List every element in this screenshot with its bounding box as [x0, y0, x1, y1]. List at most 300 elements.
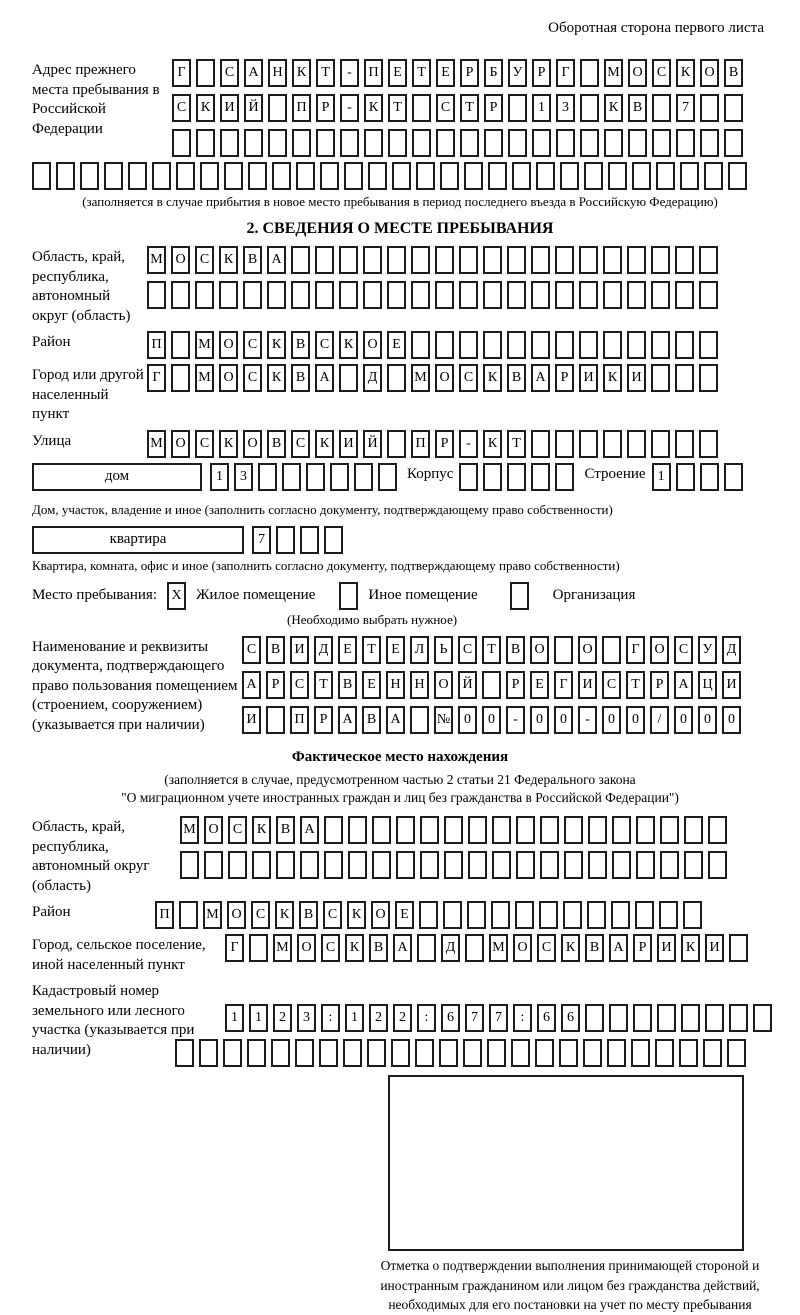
char-box[interactable]: [675, 430, 694, 458]
char-box[interactable]: К: [483, 430, 502, 458]
char-box[interactable]: 2: [369, 1004, 388, 1032]
char-box[interactable]: [320, 162, 339, 190]
char-box[interactable]: 7: [465, 1004, 484, 1032]
char-box[interactable]: К: [252, 816, 271, 844]
char-box[interactable]: [675, 281, 694, 309]
char-box[interactable]: Р: [532, 59, 551, 87]
char-box[interactable]: [699, 281, 718, 309]
char-box[interactable]: [348, 816, 367, 844]
char-box[interactable]: У: [508, 59, 527, 87]
char-box[interactable]: [492, 851, 511, 879]
char-box[interactable]: [411, 281, 430, 309]
char-box[interactable]: [579, 281, 598, 309]
char-box[interactable]: [180, 851, 199, 879]
char-box[interactable]: [176, 162, 195, 190]
char-box[interactable]: [675, 246, 694, 274]
char-box[interactable]: [492, 816, 511, 844]
char-box[interactable]: [705, 1004, 724, 1032]
char-box[interactable]: [699, 430, 718, 458]
char-box[interactable]: О: [530, 636, 549, 664]
char-box[interactable]: В: [266, 636, 285, 664]
char-box[interactable]: [656, 162, 675, 190]
char-box[interactable]: О: [171, 246, 190, 274]
char-box[interactable]: [675, 331, 694, 359]
char-box[interactable]: [243, 281, 262, 309]
char-box[interactable]: О: [227, 901, 246, 929]
char-box[interactable]: [556, 129, 575, 157]
char-box[interactable]: [412, 94, 431, 122]
char-box[interactable]: [152, 162, 171, 190]
char-box[interactable]: [508, 129, 527, 157]
char-box[interactable]: С: [537, 934, 556, 962]
char-box[interactable]: Н: [268, 59, 287, 87]
char-box[interactable]: Т: [412, 59, 431, 87]
char-box[interactable]: [420, 816, 439, 844]
char-box[interactable]: К: [275, 901, 294, 929]
char-box[interactable]: В: [628, 94, 647, 122]
char-box[interactable]: С: [195, 246, 214, 274]
char-box[interactable]: П: [290, 706, 309, 734]
char-box[interactable]: [651, 364, 670, 392]
char-box[interactable]: [651, 430, 670, 458]
char-box[interactable]: Р: [555, 364, 574, 392]
char-box[interactable]: Е: [362, 671, 381, 699]
char-box[interactable]: О: [243, 430, 262, 458]
char-box[interactable]: Й: [244, 94, 263, 122]
char-box[interactable]: К: [345, 934, 364, 962]
char-box[interactable]: [199, 1039, 218, 1067]
char-box[interactable]: [603, 281, 622, 309]
char-box[interactable]: Т: [314, 671, 333, 699]
char-box[interactable]: [728, 162, 747, 190]
char-box[interactable]: [467, 901, 486, 929]
char-box[interactable]: С: [172, 94, 191, 122]
char-box[interactable]: [444, 851, 463, 879]
char-box[interactable]: 0: [626, 706, 645, 734]
char-box[interactable]: [223, 1039, 242, 1067]
char-box[interactable]: [483, 281, 502, 309]
char-box[interactable]: [295, 1039, 314, 1067]
char-box[interactable]: [364, 129, 383, 157]
checkbox-residential[interactable]: X: [167, 582, 186, 610]
char-box[interactable]: 1: [345, 1004, 364, 1032]
char-box[interactable]: [272, 162, 291, 190]
char-box[interactable]: О: [219, 364, 238, 392]
char-box[interactable]: [282, 463, 301, 491]
char-box[interactable]: О: [204, 816, 223, 844]
char-box[interactable]: [392, 162, 411, 190]
char-box[interactable]: [348, 851, 367, 879]
char-box[interactable]: С: [652, 59, 671, 87]
char-box[interactable]: [585, 1004, 604, 1032]
char-box[interactable]: [703, 1039, 722, 1067]
char-box[interactable]: /: [650, 706, 669, 734]
char-box[interactable]: [372, 816, 391, 844]
char-box[interactable]: И: [220, 94, 239, 122]
char-box[interactable]: [488, 162, 507, 190]
char-box[interactable]: С: [436, 94, 455, 122]
char-box[interactable]: [483, 331, 502, 359]
char-box[interactable]: В: [291, 364, 310, 392]
char-box[interactable]: [660, 816, 679, 844]
char-box[interactable]: О: [297, 934, 316, 962]
char-box[interactable]: В: [267, 430, 286, 458]
char-box[interactable]: [612, 816, 631, 844]
char-box[interactable]: Д: [314, 636, 333, 664]
char-box[interactable]: К: [339, 331, 358, 359]
char-box[interactable]: Г: [556, 59, 575, 87]
char-box[interactable]: Е: [436, 59, 455, 87]
char-box[interactable]: [411, 331, 430, 359]
char-box[interactable]: [555, 281, 574, 309]
char-box[interactable]: [631, 1039, 650, 1067]
char-box[interactable]: 0: [698, 706, 717, 734]
char-box[interactable]: Г: [147, 364, 166, 392]
char-box[interactable]: Т: [482, 636, 501, 664]
char-box[interactable]: Г: [626, 636, 645, 664]
char-box[interactable]: [531, 430, 550, 458]
char-box[interactable]: С: [321, 934, 340, 962]
char-box[interactable]: О: [371, 901, 390, 929]
char-box[interactable]: Д: [722, 636, 741, 664]
char-box[interactable]: М: [147, 430, 166, 458]
char-box[interactable]: [171, 364, 190, 392]
char-box[interactable]: [339, 246, 358, 274]
char-box[interactable]: Р: [266, 671, 285, 699]
char-box[interactable]: [531, 331, 550, 359]
char-box[interactable]: С: [459, 364, 478, 392]
char-box[interactable]: 0: [722, 706, 741, 734]
char-box[interactable]: Р: [650, 671, 669, 699]
char-box[interactable]: С: [243, 364, 262, 392]
char-box[interactable]: Р: [314, 706, 333, 734]
char-box[interactable]: И: [290, 636, 309, 664]
char-box[interactable]: О: [434, 671, 453, 699]
char-box[interactable]: 1: [532, 94, 551, 122]
char-box[interactable]: [244, 129, 263, 157]
char-box[interactable]: [507, 281, 526, 309]
char-box[interactable]: [699, 364, 718, 392]
char-box[interactable]: М: [195, 364, 214, 392]
char-box[interactable]: О: [628, 59, 647, 87]
char-box[interactable]: [603, 246, 622, 274]
char-box[interactable]: [258, 463, 277, 491]
char-box[interactable]: Л: [410, 636, 429, 664]
char-box[interactable]: [459, 246, 478, 274]
char-box[interactable]: [363, 281, 382, 309]
char-box[interactable]: [465, 934, 484, 962]
char-box[interactable]: [609, 1004, 628, 1032]
char-box[interactable]: [415, 1039, 434, 1067]
char-box[interactable]: 3: [234, 463, 253, 491]
char-box[interactable]: [387, 246, 406, 274]
char-box[interactable]: С: [243, 331, 262, 359]
char-box[interactable]: [324, 816, 343, 844]
char-box[interactable]: :: [321, 1004, 340, 1032]
char-box[interactable]: [633, 1004, 652, 1032]
char-box[interactable]: П: [411, 430, 430, 458]
char-box[interactable]: 6: [441, 1004, 460, 1032]
char-box[interactable]: [507, 246, 526, 274]
char-box[interactable]: [515, 901, 534, 929]
char-box[interactable]: [554, 636, 573, 664]
char-box[interactable]: А: [244, 59, 263, 87]
char-box[interactable]: К: [483, 364, 502, 392]
char-box[interactable]: [700, 94, 719, 122]
char-box[interactable]: [378, 463, 397, 491]
char-box[interactable]: [175, 1039, 194, 1067]
char-box[interactable]: [443, 901, 462, 929]
char-box[interactable]: А: [531, 364, 550, 392]
char-box[interactable]: [560, 162, 579, 190]
char-box[interactable]: [196, 59, 215, 87]
char-box[interactable]: [330, 463, 349, 491]
char-box[interactable]: [436, 129, 455, 157]
char-box[interactable]: [555, 463, 574, 491]
char-box[interactable]: 0: [674, 706, 693, 734]
char-box[interactable]: [660, 851, 679, 879]
char-box[interactable]: И: [578, 671, 597, 699]
char-box[interactable]: 1: [225, 1004, 244, 1032]
char-box[interactable]: [363, 246, 382, 274]
char-box[interactable]: [249, 934, 268, 962]
char-box[interactable]: Е: [338, 636, 357, 664]
char-box[interactable]: [580, 59, 599, 87]
char-box[interactable]: И: [339, 430, 358, 458]
char-box[interactable]: С: [291, 430, 310, 458]
char-box[interactable]: [417, 934, 436, 962]
char-box[interactable]: С: [290, 671, 309, 699]
char-box[interactable]: С: [315, 331, 334, 359]
char-box[interactable]: 7: [252, 526, 271, 554]
char-box[interactable]: [220, 129, 239, 157]
char-box[interactable]: [412, 129, 431, 157]
char-box[interactable]: [612, 851, 631, 879]
char-box[interactable]: [531, 463, 550, 491]
char-box[interactable]: [56, 162, 75, 190]
char-box[interactable]: 0: [554, 706, 573, 734]
char-box[interactable]: :: [417, 1004, 436, 1032]
checkbox-other-premises[interactable]: [339, 582, 358, 610]
char-box[interactable]: [306, 463, 325, 491]
char-box[interactable]: О: [171, 430, 190, 458]
char-box[interactable]: [435, 246, 454, 274]
char-box[interactable]: К: [315, 430, 334, 458]
char-box[interactable]: П: [147, 331, 166, 359]
char-box[interactable]: В: [506, 636, 525, 664]
char-box[interactable]: О: [578, 636, 597, 664]
char-box[interactable]: В: [299, 901, 318, 929]
char-box[interactable]: [636, 816, 655, 844]
char-box[interactable]: [196, 129, 215, 157]
char-box[interactable]: И: [657, 934, 676, 962]
char-box[interactable]: [675, 364, 694, 392]
char-box[interactable]: [611, 901, 630, 929]
char-box[interactable]: [516, 816, 535, 844]
char-box[interactable]: [676, 463, 695, 491]
char-box[interactable]: С: [220, 59, 239, 87]
char-box[interactable]: [340, 129, 359, 157]
char-box[interactable]: [300, 851, 319, 879]
char-box[interactable]: М: [604, 59, 623, 87]
char-box[interactable]: [171, 331, 190, 359]
char-box[interactable]: И: [627, 364, 646, 392]
char-box[interactable]: [627, 430, 646, 458]
char-box[interactable]: [627, 281, 646, 309]
char-box[interactable]: [484, 129, 503, 157]
char-box[interactable]: [368, 162, 387, 190]
char-box[interactable]: Е: [388, 59, 407, 87]
char-box[interactable]: Е: [395, 901, 414, 929]
char-box[interactable]: [228, 851, 247, 879]
char-box[interactable]: [147, 281, 166, 309]
char-box[interactable]: [539, 901, 558, 929]
char-box[interactable]: П: [155, 901, 174, 929]
char-box[interactable]: И: [242, 706, 261, 734]
char-box[interactable]: Б: [484, 59, 503, 87]
char-box[interactable]: [704, 162, 723, 190]
char-box[interactable]: С: [458, 636, 477, 664]
char-box[interactable]: [343, 1039, 362, 1067]
char-box[interactable]: М: [489, 934, 508, 962]
char-box[interactable]: [482, 671, 501, 699]
char-box[interactable]: [435, 331, 454, 359]
char-box[interactable]: Г: [225, 934, 244, 962]
char-box[interactable]: [491, 901, 510, 929]
char-box[interactable]: -: [340, 94, 359, 122]
char-box[interactable]: В: [585, 934, 604, 962]
char-box[interactable]: [104, 162, 123, 190]
char-box[interactable]: [387, 281, 406, 309]
char-box[interactable]: В: [369, 934, 388, 962]
char-box[interactable]: [655, 1039, 674, 1067]
char-box[interactable]: [171, 281, 190, 309]
char-box[interactable]: [636, 851, 655, 879]
char-box[interactable]: [535, 1039, 554, 1067]
char-box[interactable]: [632, 162, 651, 190]
char-box[interactable]: О: [219, 331, 238, 359]
char-box[interactable]: С: [323, 901, 342, 929]
char-box[interactable]: П: [292, 94, 311, 122]
char-box[interactable]: А: [300, 816, 319, 844]
char-box[interactable]: [583, 1039, 602, 1067]
char-box[interactable]: Р: [484, 94, 503, 122]
char-box[interactable]: [315, 281, 334, 309]
char-box[interactable]: М: [180, 816, 199, 844]
char-box[interactable]: [344, 162, 363, 190]
char-box[interactable]: [464, 162, 483, 190]
char-box[interactable]: О: [513, 934, 532, 962]
char-box[interactable]: И: [579, 364, 598, 392]
char-box[interactable]: 3: [556, 94, 575, 122]
char-box[interactable]: [252, 851, 271, 879]
char-box[interactable]: Р: [633, 934, 652, 962]
char-box[interactable]: Р: [316, 94, 335, 122]
char-box[interactable]: Т: [388, 94, 407, 122]
char-box[interactable]: [463, 1039, 482, 1067]
char-box[interactable]: А: [315, 364, 334, 392]
char-box[interactable]: В: [338, 671, 357, 699]
char-box[interactable]: [580, 129, 599, 157]
char-box[interactable]: [459, 463, 478, 491]
char-box[interactable]: [727, 1039, 746, 1067]
char-box[interactable]: Г: [554, 671, 573, 699]
char-box[interactable]: [564, 816, 583, 844]
char-box[interactable]: К: [267, 364, 286, 392]
char-box[interactable]: Т: [362, 636, 381, 664]
char-box[interactable]: [700, 129, 719, 157]
char-box[interactable]: [580, 94, 599, 122]
char-box[interactable]: [507, 463, 526, 491]
char-box[interactable]: [511, 1039, 530, 1067]
char-box[interactable]: [367, 1039, 386, 1067]
char-box[interactable]: М: [147, 246, 166, 274]
char-box[interactable]: [516, 851, 535, 879]
char-box[interactable]: [460, 129, 479, 157]
char-box[interactable]: К: [604, 94, 623, 122]
char-box[interactable]: 7: [489, 1004, 508, 1032]
char-box[interactable]: П: [364, 59, 383, 87]
char-box[interactable]: [444, 816, 463, 844]
char-box[interactable]: Е: [386, 636, 405, 664]
char-box[interactable]: [563, 901, 582, 929]
char-box[interactable]: [699, 246, 718, 274]
char-box[interactable]: [172, 129, 191, 157]
char-box[interactable]: [435, 281, 454, 309]
char-box[interactable]: [80, 162, 99, 190]
char-box[interactable]: М: [203, 901, 222, 929]
char-box[interactable]: О: [435, 364, 454, 392]
char-box[interactable]: К: [219, 430, 238, 458]
char-box[interactable]: [652, 94, 671, 122]
char-box[interactable]: [420, 851, 439, 879]
char-box[interactable]: [128, 162, 147, 190]
char-box[interactable]: В: [276, 816, 295, 844]
char-box[interactable]: [387, 364, 406, 392]
char-box[interactable]: [439, 1039, 458, 1067]
char-box[interactable]: [603, 331, 622, 359]
char-box[interactable]: А: [674, 671, 693, 699]
char-box[interactable]: 2: [273, 1004, 292, 1032]
char-box[interactable]: [602, 636, 621, 664]
char-box[interactable]: В: [724, 59, 743, 87]
char-box[interactable]: [579, 246, 598, 274]
char-box[interactable]: Т: [460, 94, 479, 122]
char-box[interactable]: 0: [458, 706, 477, 734]
char-box[interactable]: [729, 934, 748, 962]
char-box[interactable]: [635, 901, 654, 929]
char-box[interactable]: [291, 246, 310, 274]
char-box[interactable]: [536, 162, 555, 190]
char-box[interactable]: [468, 816, 487, 844]
char-box[interactable]: И: [705, 934, 724, 962]
char-box[interactable]: А: [386, 706, 405, 734]
char-box[interactable]: Р: [460, 59, 479, 87]
char-box[interactable]: К: [603, 364, 622, 392]
char-box[interactable]: 1: [652, 463, 671, 491]
char-box[interactable]: [555, 331, 574, 359]
char-box[interactable]: [267, 281, 286, 309]
char-box[interactable]: М: [411, 364, 430, 392]
char-box[interactable]: Т: [316, 59, 335, 87]
char-box[interactable]: [296, 162, 315, 190]
char-box[interactable]: [587, 901, 606, 929]
char-box[interactable]: Г: [172, 59, 191, 87]
char-box[interactable]: Й: [363, 430, 382, 458]
char-box[interactable]: И: [722, 671, 741, 699]
char-box[interactable]: 6: [537, 1004, 556, 1032]
char-box[interactable]: К: [219, 246, 238, 274]
